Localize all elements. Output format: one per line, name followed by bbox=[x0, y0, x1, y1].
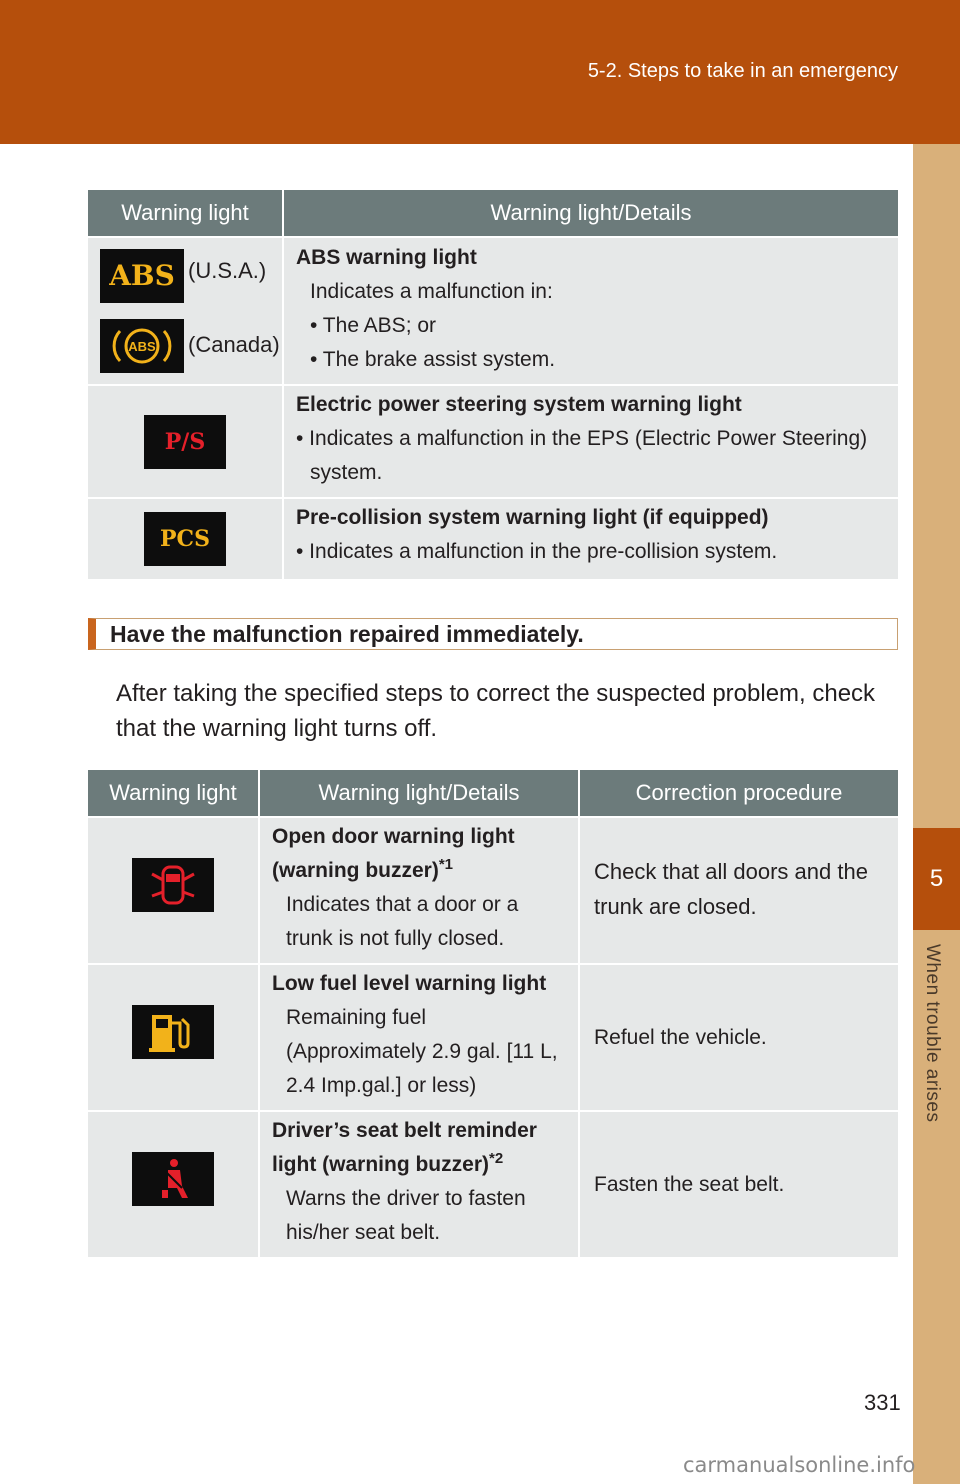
chapter-title: When trouble arises bbox=[922, 944, 943, 1123]
eps-icon-cell bbox=[88, 384, 282, 497]
abs-icon-cell bbox=[88, 236, 282, 384]
open-door-icon bbox=[132, 858, 214, 912]
col-header-warning-light: Warning light bbox=[88, 190, 282, 236]
abs-usa-icon: ABS bbox=[100, 249, 184, 303]
chapter-side-tab bbox=[913, 144, 960, 1484]
col-header-warning-light: Warning light bbox=[88, 770, 258, 816]
seat-belt-footnote: *2 bbox=[488, 1150, 504, 1167]
page-number: 331 bbox=[864, 1390, 901, 1415]
svg-text:ABS: ABS bbox=[128, 339, 156, 354]
warning-table-1 bbox=[88, 190, 898, 579]
seat-belt-title-2: light (warning buzzer) bbox=[272, 1153, 489, 1176]
open-door-title-1: Open door warning light bbox=[272, 825, 515, 848]
open-door-details-cell bbox=[258, 816, 578, 963]
chapter-number: 5 bbox=[913, 828, 960, 930]
section-title: 5-2. Steps to take in an emergency bbox=[587, 60, 898, 82]
abs-usa-label: (U.S.A.) bbox=[188, 258, 267, 283]
pcs-icon: PCS bbox=[144, 512, 226, 566]
eps-bullet1: • Indicates a malfunction in the EPS (Electric Power Steering) system. bbox=[296, 427, 868, 484]
seat-belt-correction: Fasten the seat belt. bbox=[594, 1172, 785, 1196]
abs-title: ABS warning light bbox=[296, 246, 477, 269]
fuel-detail-3: 2.4 Imp.gal.] or less) bbox=[286, 1074, 477, 1097]
watermark: carmanualsonline.info bbox=[683, 1453, 916, 1477]
col-header-details: Warning light/Details bbox=[258, 770, 578, 816]
fuel-detail-1: Remaining fuel bbox=[286, 1006, 427, 1029]
col-header-correction: Correction procedure bbox=[578, 770, 898, 816]
open-door-correction: Check that all doors and the trunk are closed. bbox=[594, 859, 868, 919]
open-door-icon-cell bbox=[88, 816, 258, 963]
eps-title: Electric power steering system warning light bbox=[296, 393, 742, 416]
fuel-icon-cell bbox=[88, 963, 258, 1110]
seat-belt-detail-2: his/her seat belt. bbox=[286, 1221, 441, 1244]
abs-details-cell bbox=[282, 236, 898, 384]
open-door-footnote: *1 bbox=[438, 856, 454, 873]
fuel-correction-cell bbox=[578, 963, 898, 1110]
seat-belt-title-1: Driver’s seat belt reminder bbox=[272, 1119, 537, 1142]
seat-belt-details-cell bbox=[258, 1110, 578, 1257]
section-heading-band bbox=[88, 618, 898, 650]
seat-belt-correction-cell bbox=[578, 1110, 898, 1257]
abs-bullet1: • The ABS; or bbox=[310, 314, 437, 337]
fuel-details-cell bbox=[258, 963, 578, 1110]
open-door-detail-2: trunk is not fully closed. bbox=[286, 927, 505, 950]
pcs-title: Pre-collision system warning light (if equipped) bbox=[296, 506, 769, 529]
fuel-title: Low fuel level warning light bbox=[272, 972, 547, 995]
pcs-icon-cell bbox=[88, 497, 282, 579]
eps-details-cell bbox=[282, 384, 898, 497]
abs-bullet2: • The brake assist system. bbox=[310, 348, 556, 371]
open-door-title-2: (warning buzzer) bbox=[272, 859, 439, 882]
fuel-pump-icon bbox=[132, 1005, 214, 1059]
open-door-correction-cell bbox=[578, 816, 898, 963]
section-heading: Have the malfunction repaired immediately. bbox=[110, 621, 584, 647]
fuel-detail-2: (Approximately 2.9 gal. [11 L, bbox=[286, 1040, 558, 1063]
warning-table-2 bbox=[88, 770, 898, 1257]
abs-canada-label: (Canada) bbox=[188, 332, 280, 357]
eps-icon: P/S bbox=[144, 415, 226, 469]
pcs-details-cell bbox=[282, 497, 898, 579]
seat-belt-detail-1: Warns the driver to fasten bbox=[286, 1187, 526, 1210]
open-door-detail-1: Indicates that a door or a bbox=[286, 893, 519, 916]
page-header bbox=[0, 0, 960, 144]
pcs-bullet1: • Indicates a malfunction in the pre-collision system. bbox=[296, 540, 778, 563]
abs-line1: Indicates a malfunction in: bbox=[310, 280, 553, 303]
fuel-correction: Refuel the vehicle. bbox=[594, 1025, 767, 1049]
abs-canada-icon bbox=[100, 319, 184, 373]
seat-belt-icon-cell bbox=[88, 1110, 258, 1257]
section-paragraph: After taking the specified steps to correct the suspected problem, check that the warning light turns off. bbox=[116, 680, 876, 742]
seat-belt-icon bbox=[132, 1152, 214, 1206]
col-header-details: Warning light/Details bbox=[282, 190, 898, 236]
